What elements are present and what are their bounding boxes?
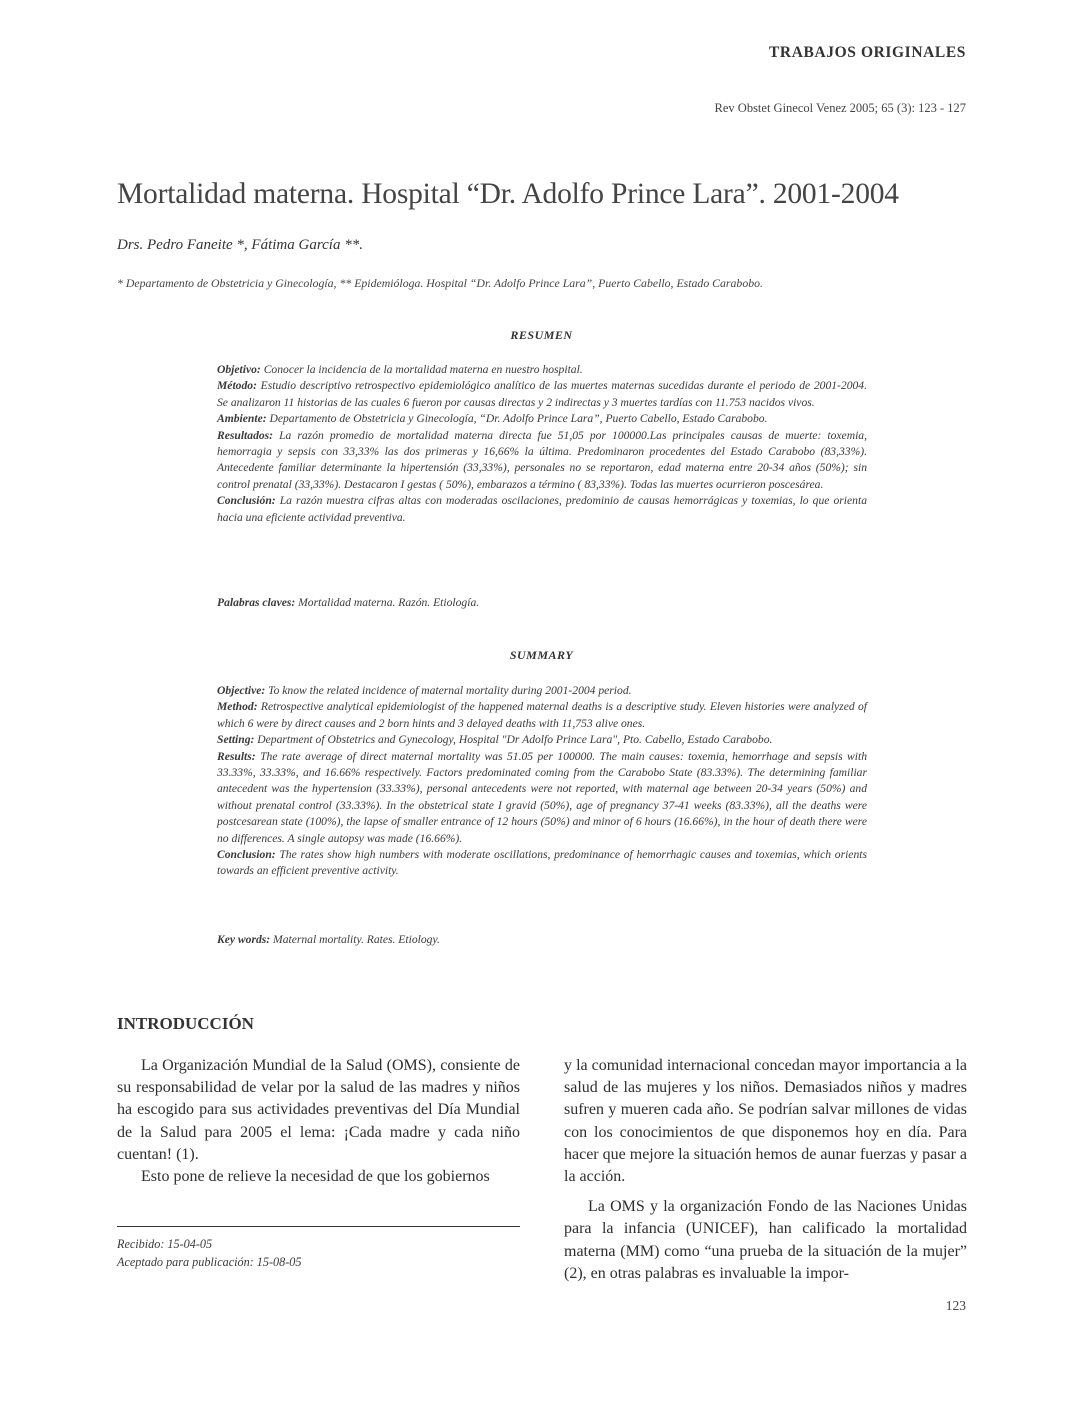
summary-conclusion-label: Conclusion: (217, 848, 276, 862)
resumen-results-label: Resultados: (217, 428, 274, 442)
summary-results-text: The rate average of direct maternal mortality was 51.05 per 100000. The main causes: toxemia, hemorrhage and sepsis with 33.33%, 33.33%, and 16.66% respectively. Factors predominated coming from the Carabobo State (83.33%). The determining familiar antecedent was the hypertension (33.33%), personal antecedents were not reported, with maternal age between 20-34 years (50%) and without prenatal control (33.33%). In the obstetrical state I gravid (50%), age of pregnancy 37-41 weeks (83.33%), all the deaths were postcesarean state (100%), the lapse of smaller entrance of 12 hours (50%) and minor of 6 hours (16.66%), in the hour of death there were no differences. A single autopsy was made (16.66%). (217, 749, 867, 845)
summary-objective-label: Objective: (217, 684, 266, 697)
summary-method-text: Retrospective analytical epidemiologist of the happened maternal deaths is a descriptive study. Eleven histories were analyzed of which 6 were by direct causes and 2 born hints and 3 delayed deaths with 11,753 alive ones. (217, 700, 867, 730)
resumen-method-label: Método: (217, 379, 257, 393)
intro-paragraph: Esto pone de relieve la necesidad de que los gobiernos (141, 1168, 490, 1186)
received-date: Recibido: 15-04-05 (117, 1237, 213, 1251)
resumen-setting-label: Ambiente: (217, 412, 267, 426)
resumen-setting (217, 411, 867, 427)
author-affiliation: * Departamento de Obstetricia y Ginecología, ** Epidemióloga. Hospital “Dr. Adolfo Prince Lara”, Puerto Cabello, Estado Carabobo. (117, 276, 763, 290)
summary-keywords-label: Key words: (217, 933, 271, 946)
resumen-heading-text: RESUMEN (510, 328, 573, 342)
summary-body (217, 683, 867, 880)
resumen-conclusion-text: La razón muestra cifras altas con moderadas oscilaciones, predominio de causas hemorrágicas y toxemias, lo que orienta hacia una eficiente actividad preventiva. (217, 494, 867, 524)
intro-left-column (117, 1055, 520, 1188)
summary-conclusion-text: The rates show high numbers with moderate oscillations, predominance of hemorrhagic causes and toxemias, which orients towards an efficient preventive activity. (217, 848, 867, 878)
article-title: Mortalidad materna. Hospital “Dr. Adolfo Prince Lara”. 2001-2004 (117, 178, 899, 210)
section-label: TRABAJOS ORIGINALES (768, 44, 966, 61)
summary-keywords (217, 933, 867, 946)
summary-conclusion (217, 847, 867, 880)
resumen-conclusion (217, 493, 867, 526)
summary-setting (217, 732, 867, 748)
introduction-heading: INTRODUCCIÓN (117, 1014, 254, 1033)
resumen-setting-text: Departamento de Obstetricia y Ginecología, “Dr. Adolfo Prince Lara”, Puerto Cabello, Estado Carabobo. (266, 412, 768, 426)
resumen-method-text: Estudio descriptivo retrospectivo epidemiológico analítico de las muertes maternas sucedidas durante el periodo de 2001-2004. Se analizaron 11 historias de las cuales 6 fueron por causas directas y 2 indirectas y 3 muertes tardías con 11.753 nacidos vivos. (217, 379, 867, 409)
accepted-date: Aceptado para publicación: 15-08-05 (117, 1255, 302, 1269)
summary-results-label: Results: (217, 749, 256, 763)
resumen-objective-text: Conocer la incidencia de la mortalidad materna en nuestro hospital. (260, 363, 583, 376)
intro-paragraph: La OMS y la organización Fondo de las Naciones Unidas para la infancia (UNICEF), han calificado la mortalidad materna (MM) como “una prueba de la situación de la mujer” (2), en otras palabras es invaluable la impor- (564, 1198, 967, 1282)
page-number: 123 (945, 1298, 966, 1313)
resumen-method (217, 378, 867, 411)
summary-heading (0, 648, 1083, 663)
resumen-body (217, 362, 867, 526)
resumen-heading (0, 328, 1083, 343)
resumen-objective (217, 362, 867, 378)
resumen-conclusion-label: Conclusión: (217, 494, 276, 508)
summary-keywords-text: Maternal mortality. Rates. Etiology. (270, 933, 440, 946)
summary-objective-text: To know the related incidence of maternal mortality during 2001-2004 period. (265, 684, 632, 697)
footnote-dates (117, 1235, 301, 1271)
journal-citation: Rev Obstet Ginecol Venez 2005; 65 (3): 123 - 127 (714, 101, 966, 115)
summary-objective (217, 683, 867, 699)
summary-method-label: Method: (217, 700, 258, 714)
summary-results (217, 749, 867, 847)
resumen-results-text: La razón promedio de mortalidad materna directa fue 51,05 por 100000.Las principales causas de muerte: toxemia, hemorragia y sepsis con 33,33% las dos primeras y 16,66% la última. Predominaron procedentes del Estado Carabobo (83,33%). Antecedente familiar determinante la hipertensión (33,33%), personales no se reportaron, edad materna entre 20-34 años (50%); sin control prenatal (33,33%). Destacaron I gestas ( 50%), embarazos a término ( 83,33%). Todas las muertes ocurrieron poscesárea. (217, 428, 867, 491)
summary-setting-label: Setting: (217, 733, 255, 747)
intro-paragraph: La Organización Mundial de la Salud (OMS), consiente de su responsabilidad de velar por la salud de las madres y niños ha escogido para sus actividades preventivas del Día Mundial de la Salud para 2005 el lema: ¡Cada madre y cada niño cuentan! (1). (117, 1057, 520, 1163)
intro-right-column (564, 1055, 967, 1285)
resumen-keywords (217, 596, 867, 609)
resumen-keywords-text: Mortalidad materna. Razón. Etiología. (295, 596, 480, 609)
resumen-keywords-label: Palabras claves: (217, 596, 296, 609)
footnote-divider (117, 1226, 520, 1227)
article-authors: Drs. Pedro Faneite *, Fátima García **. (117, 237, 363, 253)
resumen-results (217, 428, 867, 494)
resumen-objective-label: Objetivo: (217, 363, 261, 376)
summary-method (217, 699, 867, 732)
summary-heading-text: SUMMARY (509, 648, 574, 662)
intro-paragraph: y la comunidad internacional concedan mayor importancia a la salud de las mujeres y los niños. Demasiados niños y madres sufren y mueren cada año. Se podrían salvar millones de vidas con los conocimientos de que disponemos hoy en día. Para hacer que mejore la situación hemos de aunar fuerzas y pasar a la acción. (564, 1057, 967, 1186)
summary-setting-text: Department of Obstetrics and Gynecology, Hospital "Dr Adolfo Prince Lara", Pto. Cabello, Estado Carabobo. (254, 733, 773, 747)
